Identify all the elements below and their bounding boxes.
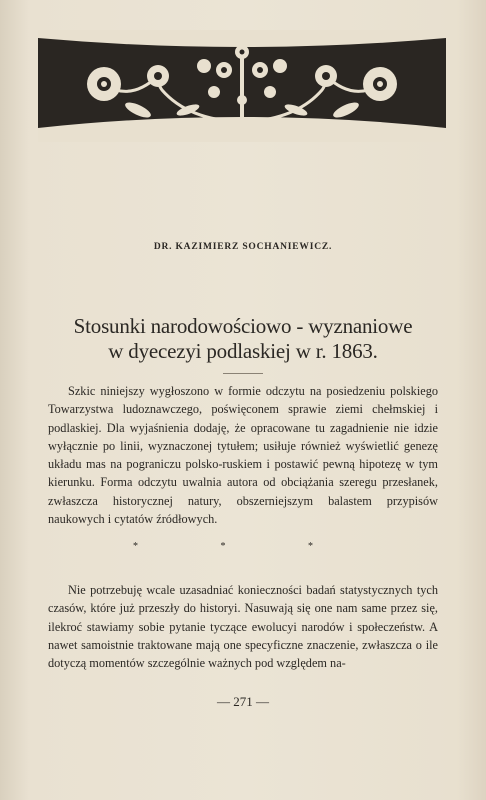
floral-ornament-header bbox=[38, 30, 446, 142]
article-author: DR. KAZIMIERZ SOCHANIEWICZ. bbox=[153, 242, 333, 252]
title-divider bbox=[223, 373, 263, 374]
article-title-line-1: Stosunki narodowościowo - wyznaniowe bbox=[73, 314, 413, 338]
paragraph-intro: Szkic niniejszy wygłoszono w formie odczytu na posiedzeniu polskiego Towarzystwa ludoznawczego, poświęconem sprawie ziemi chełmskiej i podlaskiej. Dla wyjaśnienia dodaję, że opracowane tu zagadnienie nie idzie wyłącznie po linii, wyznaczonej tytułem; usiłuje również wyświetlić genezę układu mas na pograniczu polsko-ruskiem i postawić pewną hipotezę w tym kierunku. Forma odczytu uwalnia autora od obciążania szeregu przesłanek, zwłaszcza historycznej natury, obszerniejszym balastem przypisów naukowych i cytatów źródłowych. bbox=[48, 384, 438, 527]
article-title-line-2: w dyecezyi podlaskiej w r. 1863. bbox=[108, 339, 378, 363]
paragraph-body: Nie potrzebuję wcale uzasadniać konieczności badań statystycznych tych czasów, które już przeszły do historyi. Nasuwają się one nam same przez się, ilekroć stawiamy sobie pytanie tyczące ewolucyi narodów i społeczeństw. A nawet samoistnie traktowane mają one specyficzne znaczenie, zwłaszcza o ile dotyczą momentów szczególnie ważnych pod względem na- bbox=[48, 583, 438, 671]
page-number: — 271 — bbox=[217, 694, 269, 709]
section-separator: * * * bbox=[133, 541, 353, 552]
article-title bbox=[20, 314, 466, 364]
